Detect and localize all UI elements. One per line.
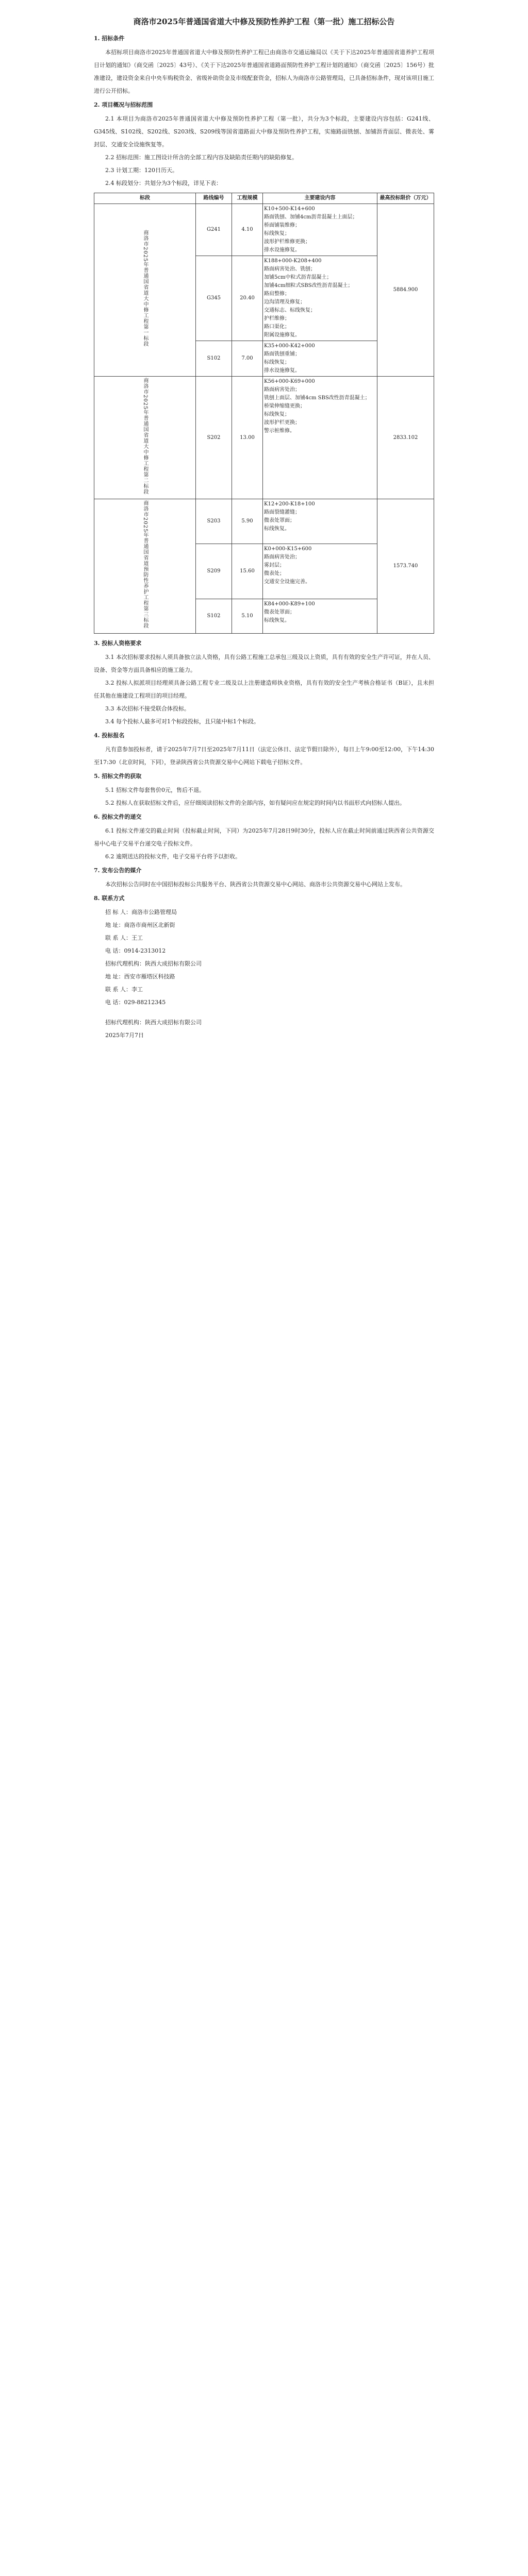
lot-cell (94, 499, 196, 633)
route-cell: S202 (196, 377, 232, 499)
contact-row (105, 957, 434, 970)
page-title: 商洛市2025年普通国省道大中修及预防性养护工程（第一批）施工招标公告 (133, 17, 395, 26)
contact-row (105, 996, 434, 1009)
paragraph: 3.3 本次招标不接受联合体投标。 (105, 705, 190, 712)
content-text: K84+000-K89+100 微表处罩面； 标线恢复。 (264, 601, 315, 624)
content-text: K12+200-K18+100 路面裂缝灌缝； 微表处罩面； 标线恢复。 (264, 501, 315, 532)
contact-value: 王工 (131, 934, 143, 941)
table-row (94, 204, 434, 256)
lot-name: 商洛市2025年普通国省道大中修工程第二标段 (142, 378, 148, 495)
content-text: K0+000-K15+600 路面病害处治； 雾封层； 微表处； 交通安全设施完善。 (264, 546, 312, 585)
table-header-cell: 最高投标限价（万元） (377, 193, 434, 204)
table-row (94, 377, 434, 499)
contact-value: 商洛市商州区北新街 (124, 921, 175, 928)
section-heading-3: 3. 投标人资格要求 (94, 639, 142, 647)
paragraph: 6.1 投标文件递交的截止时间（投标截止时间，下同）为2025年7月28日9时30分，投标人应在截止时间前通过陕西省公共资源交易中心电子交易平台递交电子投标文件。 (94, 827, 434, 847)
contact-value: 029-88212345 (124, 998, 166, 1006)
lot-name: 商洛市2025年普通国省道预防性养护工程第三标段 (142, 500, 148, 629)
contact-value: 0914-2313012 (124, 947, 166, 954)
contact-row (105, 983, 434, 996)
contact-value: 西安市雁塔区科技路 (124, 973, 175, 980)
signature-row (105, 1016, 434, 1029)
table-header-cell: 主要建设内容 (263, 193, 377, 204)
route-cell: G241 (196, 204, 232, 256)
scale-cell: 5.90 (232, 499, 263, 544)
announcement-document (94, 15, 434, 1042)
content-text: K188+000-K208+400 路面病害处治、铣刨； 加铺5cm中粒式沥青混凝土； 加铺4cm细粒式SBS改性沥青混凝土； 路肩整修； 边沟清理及修复； 交通标志、标线恢复； 护栏维修； 路口渠化； 附属设施修复。 (264, 258, 353, 338)
paragraph: 2.1 本项目为商洛市2025年普通国省道大中修及预防性养护工程（第一批），共分为3个标段，主要建设内容包括：G241线、G345线、S102线、S202线、S203线、S209线等国省道路面大中修及预防性养护工程，实施路面铣刨、加铺沥青面层、微表处、雾封层、交通安全设施恢复等。 (94, 115, 434, 148)
content-cell (263, 499, 377, 544)
paragraph: 6.2 逾期送达的投标文件，电子交易平台将予以拒收。 (105, 853, 241, 860)
paragraph: 3.4 每个投标人最多可对1个标段投标，且只能中标1个标段。 (105, 718, 259, 725)
contact-row (105, 944, 434, 957)
signature-date: 2025年7月7日 (105, 1031, 144, 1039)
contact-label: 电 话： (105, 947, 124, 954)
section-heading-1: 1. 招标条件 (94, 35, 125, 42)
section-heading-6: 6. 投标文件的递交 (94, 813, 142, 820)
section-heading-7: 7. 发布公告的媒介 (94, 867, 142, 874)
paragraph: 5.1 招标文件每套售价0元，售后不退。 (105, 786, 205, 793)
scale-cell: 13.00 (232, 377, 263, 499)
contact-value: 李工 (131, 986, 143, 993)
contact-label: 地 址： (105, 921, 124, 928)
signature-label: 招标代理机构： (105, 1019, 145, 1026)
contact-row (105, 970, 434, 983)
scale-cell: 7.00 (232, 341, 263, 377)
table-header-cell: 标段 (94, 193, 196, 204)
contact-value: 陕西大成招标有限公司 (145, 960, 202, 967)
section-heading-8: 8. 联系方式 (94, 894, 125, 902)
contact-row (105, 906, 434, 919)
scale-cell: 5.10 (232, 599, 263, 634)
content-cell (263, 204, 377, 256)
table-header-cell: 工程规模 (232, 193, 263, 204)
content-cell (263, 377, 377, 499)
contact-label: 招 标 人： (105, 908, 131, 916)
table-row (94, 499, 434, 544)
content-cell (263, 599, 377, 634)
paragraph: 本次招标公告同时在中国招标投标公共服务平台、陕西省公共资源交易中心网站、商洛市公共资源交易中心网站上发布。 (105, 880, 406, 888)
table-header-cell: 路线编号 (196, 193, 232, 204)
lots-table (94, 193, 434, 634)
price-cell: 5884.900 (377, 204, 434, 377)
route-cell: G345 (196, 256, 232, 341)
paragraph: 2.4 标段划分：共划分为3个标段，详见下表： (105, 180, 222, 187)
contact-label: 联 系 人： (105, 934, 131, 941)
route-cell: S209 (196, 544, 232, 599)
lot-name: 商洛市2025年普通国省道大中修工程第一标段 (142, 230, 148, 347)
route-cell: S203 (196, 499, 232, 544)
paragraph: 3.1 本次招标要求投标人须具备独立法人资格，具有公路工程施工总承包三级及以上资质，具有有效的安全生产许可证，并在人员、设备、资金等方面具备相应的施工能力。 (94, 653, 434, 673)
contact-label: 地 址： (105, 973, 124, 980)
contact-label: 联 系 人： (105, 986, 131, 993)
contact-list (105, 906, 434, 1009)
signature-block (94, 1016, 434, 1042)
section-heading-5: 5. 招标文件的获取 (94, 772, 142, 779)
price-cell: 1573.740 (377, 499, 434, 633)
contact-row (105, 919, 434, 931)
content-text: K35+000-K42+000 路面铣刨重铺； 标线恢复； 排水设施修复。 (264, 343, 315, 374)
paragraph: 2.3 计划工期：120日历天。 (105, 167, 178, 174)
contact-label: 招标代理机构： (105, 960, 145, 967)
paragraph: 5.2 投标人在获取招标文件后，应仔细阅读招标文件的全部内容，如有疑问应在规定的时间内以书面形式向招标人提出。 (105, 799, 405, 806)
scale-cell: 4.10 (232, 204, 263, 256)
content-cell (263, 544, 377, 599)
scale-cell: 15.60 (232, 544, 263, 599)
paragraph: 凡有意参加投标者，请于2025年7月7日至2025年7月11日（法定公休日、法定节假日除外），每日上午9:00至12:00，下午14:30至17:30（北京时间，下同），登录陕西省公共资源交易中心网站下载电子招标文件。 (94, 745, 434, 766)
paragraph: 2.2 招标范围：施工图设计所含的全部工程内容及缺陷责任期内的缺陷修复。 (105, 154, 298, 161)
route-cell: S102 (196, 599, 232, 634)
lot-cell (94, 377, 196, 499)
section-heading-2: 2. 项目概况与招标范围 (94, 101, 153, 108)
route-cell: S102 (196, 341, 232, 377)
contact-label: 电 话： (105, 998, 124, 1006)
paragraph: 本招标项目商洛市2025年普通国省道大中修及预防性养护工程已由商洛市交通运输局以《关于下达2025年普通国省道养护工程项目计划的通知》（商交函〔2025〕43号）、《关于下达2025年普通国省道路面预防性养护工程计划的通知》（商交函〔2025〕156号）批准建设，建设资金来自中央车购税资金、省级补助资金及市级配套资金，招标人为商洛市公路管理局，已具备招标条件，现对该项目施工进行公开招标。 (94, 49, 434, 94)
contact-row (105, 931, 434, 944)
lot-cell (94, 204, 196, 377)
price-cell: 2833.102 (377, 377, 434, 499)
signature-agency: 陕西大成招标有限公司 (145, 1019, 202, 1026)
scale-cell: 20.40 (232, 256, 263, 341)
content-text: K56+000-K69+000 路面病害处治； 铣刨上面层、加铺4cm SBS改性沥青混凝土； 桥梁伸缩缝更换； 标线恢复； 波形护栏更换； 警示桩维修。 (264, 379, 370, 434)
content-cell (263, 256, 377, 341)
content-text: K10+500-K14+600 路面铣刨、加铺4cm沥青混凝土上面层； 桥面铺装维修； 标线恢复； 波形护栏维修更换； 排水设施修复。 (264, 206, 358, 253)
paragraph: 3.2 投标人拟派项目经理须具备公路工程专业二级及以上注册建造师执业资格，具有有效的安全生产考核合格证书（B证），且未担任其他在施建设工程项目的项目经理。 (94, 679, 434, 699)
content-cell (263, 341, 377, 377)
table-header-row (94, 193, 434, 204)
section-heading-4: 4. 投标报名 (94, 732, 125, 739)
contact-value: 商洛市公路管理局 (131, 908, 177, 916)
